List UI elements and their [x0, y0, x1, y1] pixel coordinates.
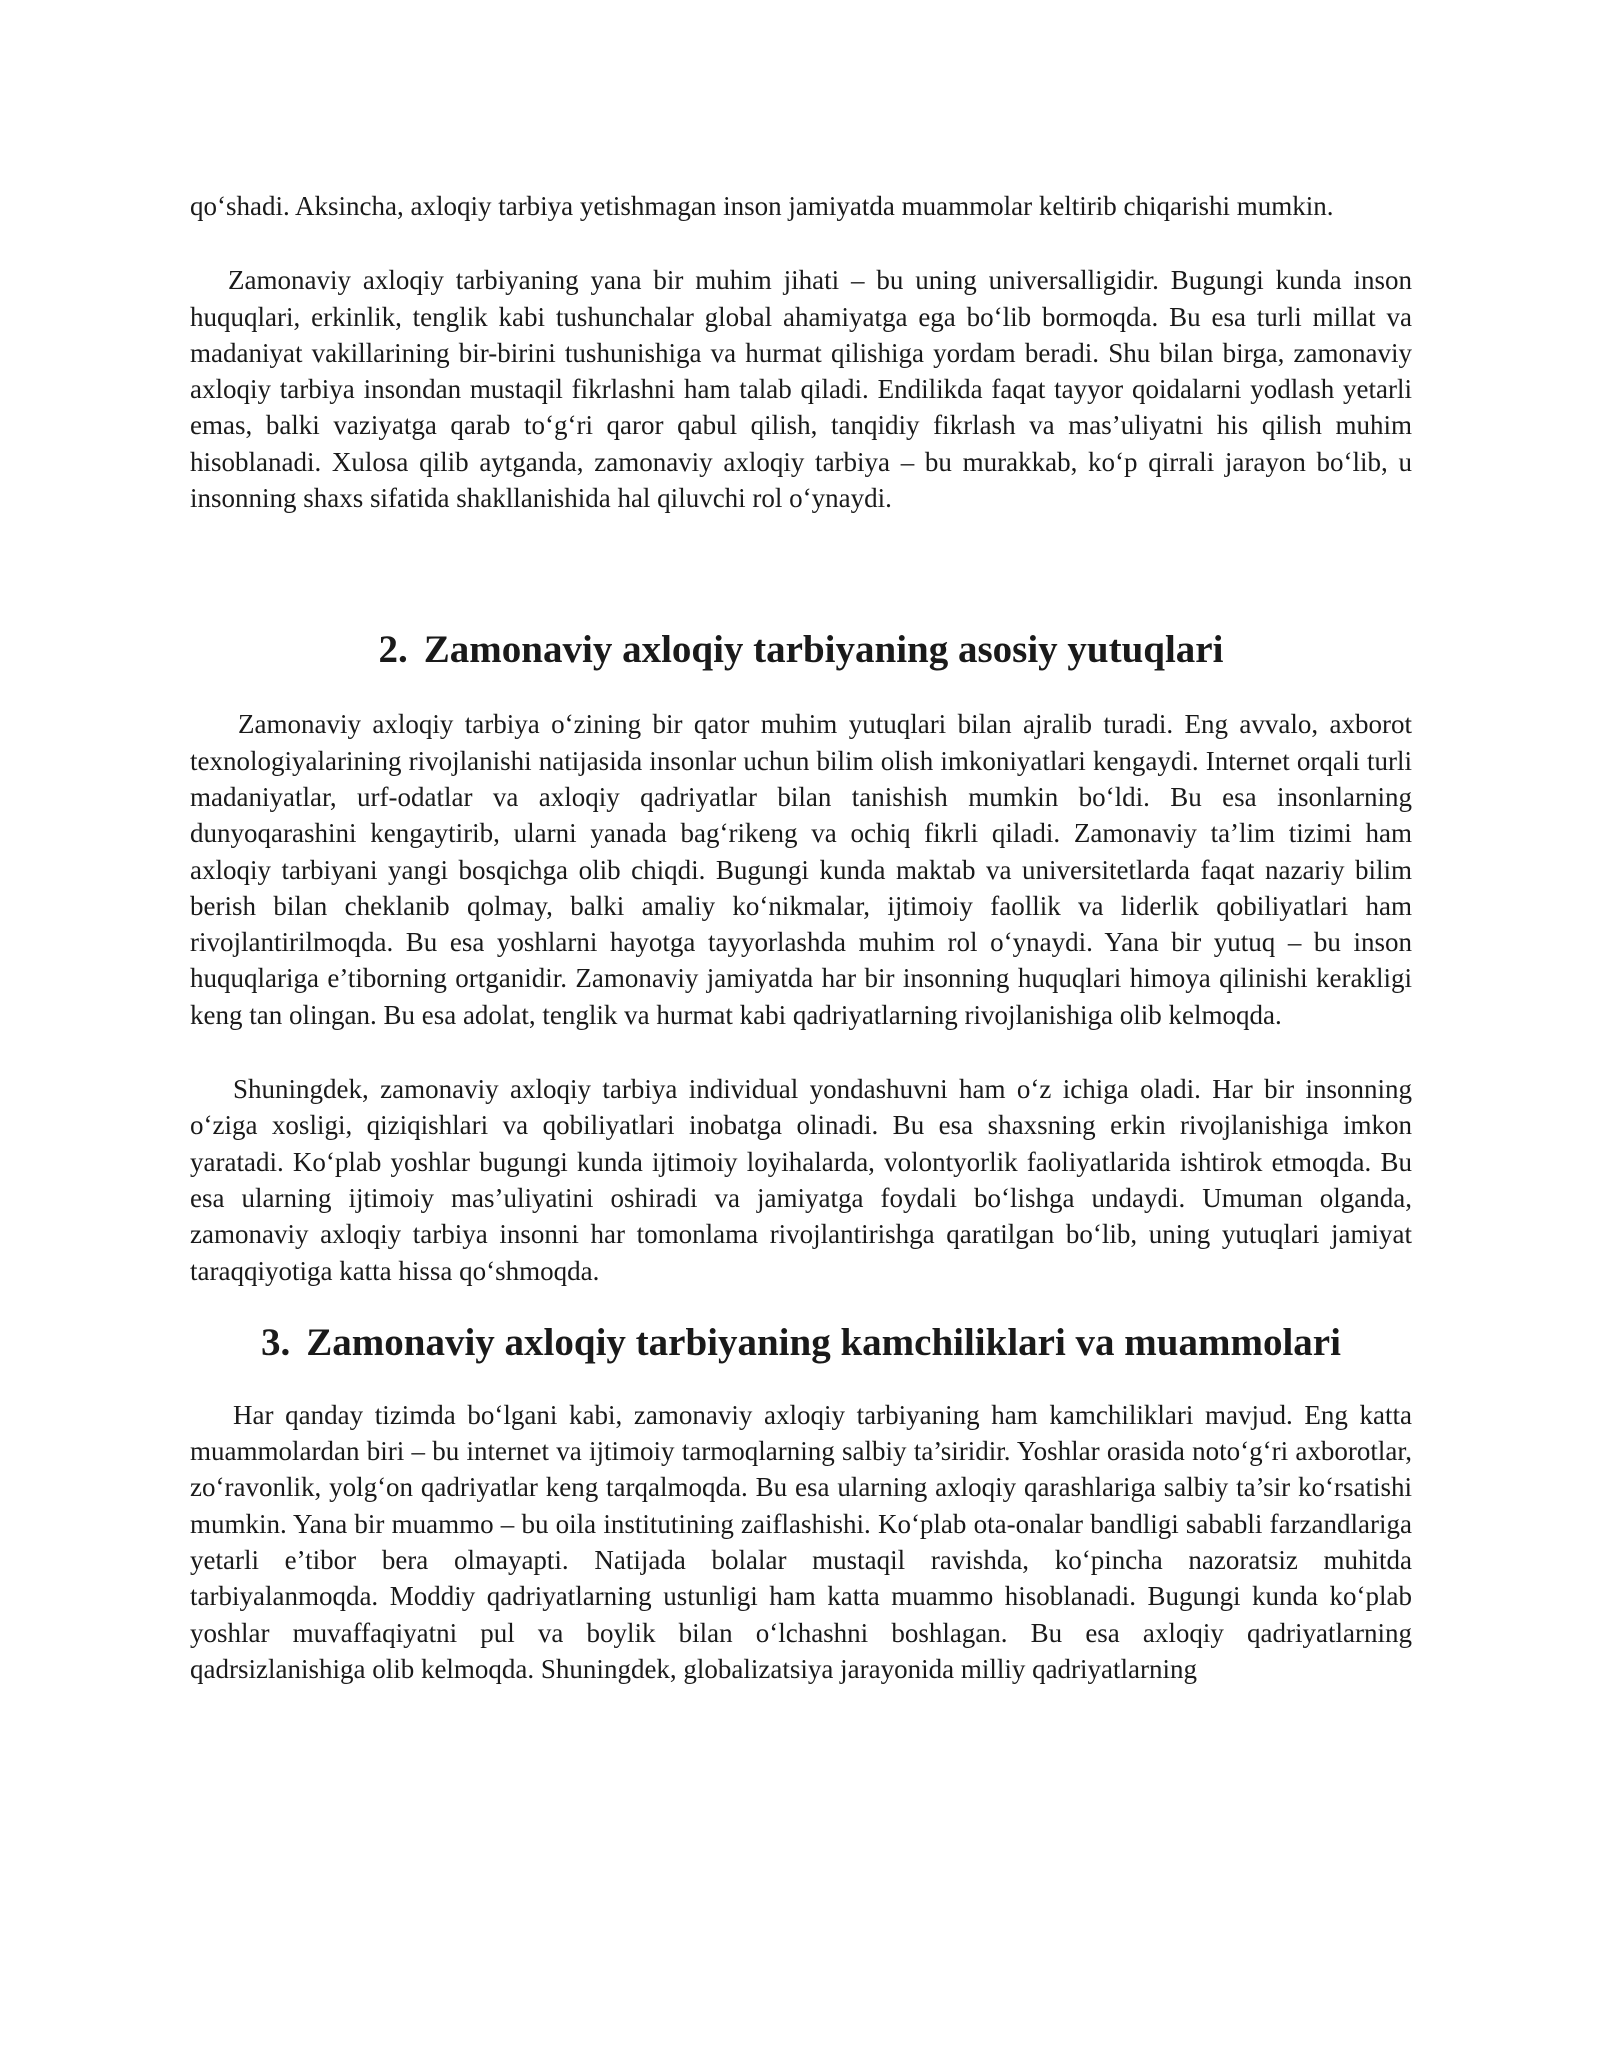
section-number: 3.: [261, 1320, 291, 1364]
paragraph-achievements: Zamonaviy axloqiy tarbiya o‘zining bir qator muhim yutuqlari bilan ajralib turadi. Eng avvalo, axborot texnologiyalarining rivojlanishi natijasida insonlar uchun bilim olish imkoniyatlari kengaydi. Internet orqali turli madaniyatlar, urf-odatlar va axloqiy qadriyatlar bilan tanishish mumkin bo‘ldi. Bu esa insonlarning dunyoqarashini kengaytirib, ularni yanada bag‘rikeng va ochiq fikrli qiladi. Zamonaviy ta’lim tizimi ham axloqiy tarbiyani yangi bosqichga olib chiqdi. Bugungi kunda maktab va universitetlarda faqat nazariy bilim berish bilan cheklanib qolmay, balki amaliy ko‘nikmalar, ijtimoiy faollik va liderlik qobiliyatlari ham rivojlantirilmoqda. Bu esa yoshlarni hayotga tayyorlashda muhim rol o‘ynaydi. Yana bir yutuq – bu inson huquqlariga e’tiborning ortganidir. Zamonaviy jamiyatda har bir insonning huquqlari himoya qilinishi kerakligi keng tan olingan. Bu esa adolat, tenglik va hurmat kabi qadriyatlarning rivojlanishiga olib kelmoqda.: [190, 709, 1412, 1030]
section-heading-achievements: [190, 626, 1412, 674]
section-title: Zamonaviy axloqiy tarbiyaning asosiy yutuqlari: [423, 628, 1224, 672]
paragraph-continuation: qo‘shadi. Aksincha, axloqiy tarbiya yetishmagan inson jamiyatda muammolar keltirib chiqarishi mumkin.: [190, 191, 1334, 221]
paragraph-universality: Zamonaviy axloqiy tarbiyaning yana bir muhim jihati – bu uning universalligidir. Bugungi kunda inson huquqlari, erkinlik, tenglik kabi tushunchalar global ahamiyatga ega bo‘lib bormoqda. Bu esa turli millat va madaniyat vakillarining bir-birini tushunishiga va hurmat qilishiga yordam beradi. Shu bilan birga, zamonaviy axloqiy tarbiya insondan mustaqil fikrlashni ham talab qiladi. Endilikda faqat tayyor qoidalarni yodlash yetarli emas, balki vaziyatga qarab to‘g‘ri qaror qabul qilish, tanqidiy fikrlash va mas’uliyatni his qilish muhim hisoblanadi. Xulosa qilib aytganda, zamonaviy axloqiy tarbiya – bu murakkab, ko‘p qirrali jarayon bo‘lib, u insonning shaxs sifatida shakllanishida hal qiluvchi rol o‘ynaydi.: [190, 265, 1412, 514]
paragraph-individual-approach: Shuningdek, zamonaviy axloqiy tarbiya individual yondashuvni ham o‘z ichiga oladi. Har bir insonning o‘ziga xosligi, qiziqishlari va qobiliyatlari inobatga olinadi. Bu esa shaxsning erkin rivojlanishiga imkon yaratadi. Ko‘plab yoshlar bugungi kunda ijtimoiy loyihalarda, volontyorlik faoliyatlarida ishtirok etmoqda. Bu esa ularning ijtimoiy mas’uliyatini oshiradi va jamiyatga foydali bo‘lishga undaydi. Umuman olganda, zamonaviy axloqiy tarbiya insonni har tomonlama rivojlantirishga qaratilgan bo‘lib, uning yutuqlari jamiyat taraqqiyotiga katta hissa qo‘shmoqda.: [190, 1074, 1412, 1286]
document-page: [190, 188, 1412, 1687]
section-title: Zamonaviy axloqiy tarbiyaning kamchiliklari va muammolari: [306, 1320, 1341, 1364]
section-number: 2.: [378, 628, 408, 672]
section-heading-problems: [190, 1319, 1412, 1367]
paragraph-problems: Har qanday tizimda bo‘lgani kabi, zamonaviy axloqiy tarbiyaning ham kamchiliklari mavjud. Eng katta muammolardan biri – bu internet va ijtimoiy tarmoqlarning salbiy ta’siridir. Yoshlar orasida noto‘g‘ri axborotlar, zo‘ravonlik, yolg‘on qadriyatlar keng tarqalmoqda. Bu esa ularning axloqiy qarashlariga salbiy ta’sir ko‘rsatishi mumkin. Yana bir muammo – bu oila institutining zaiflashishi. Ko‘plab ota-onalar bandligi sababli farzandlariga yetarli e’tibor bera olmayapti. Natijada bolalar mustaqil ravishda, ko‘pincha nazoratsiz muhitda tarbiyalanmoqda. Moddiy qadriyatlarning ustunligi ham katta muammo hisoblanadi. Bugungi kunda ko‘plab yoshlar muvaffaqiyatni pul va boylik bilan o‘lchashni boshlagan. Bu esa axloqiy qadriyatlarning qadrsizlanishiga olib kelmoqda. Shuningdek, globalizatsiya jarayonida milliy qadriyatlarning: [190, 1399, 1412, 1684]
